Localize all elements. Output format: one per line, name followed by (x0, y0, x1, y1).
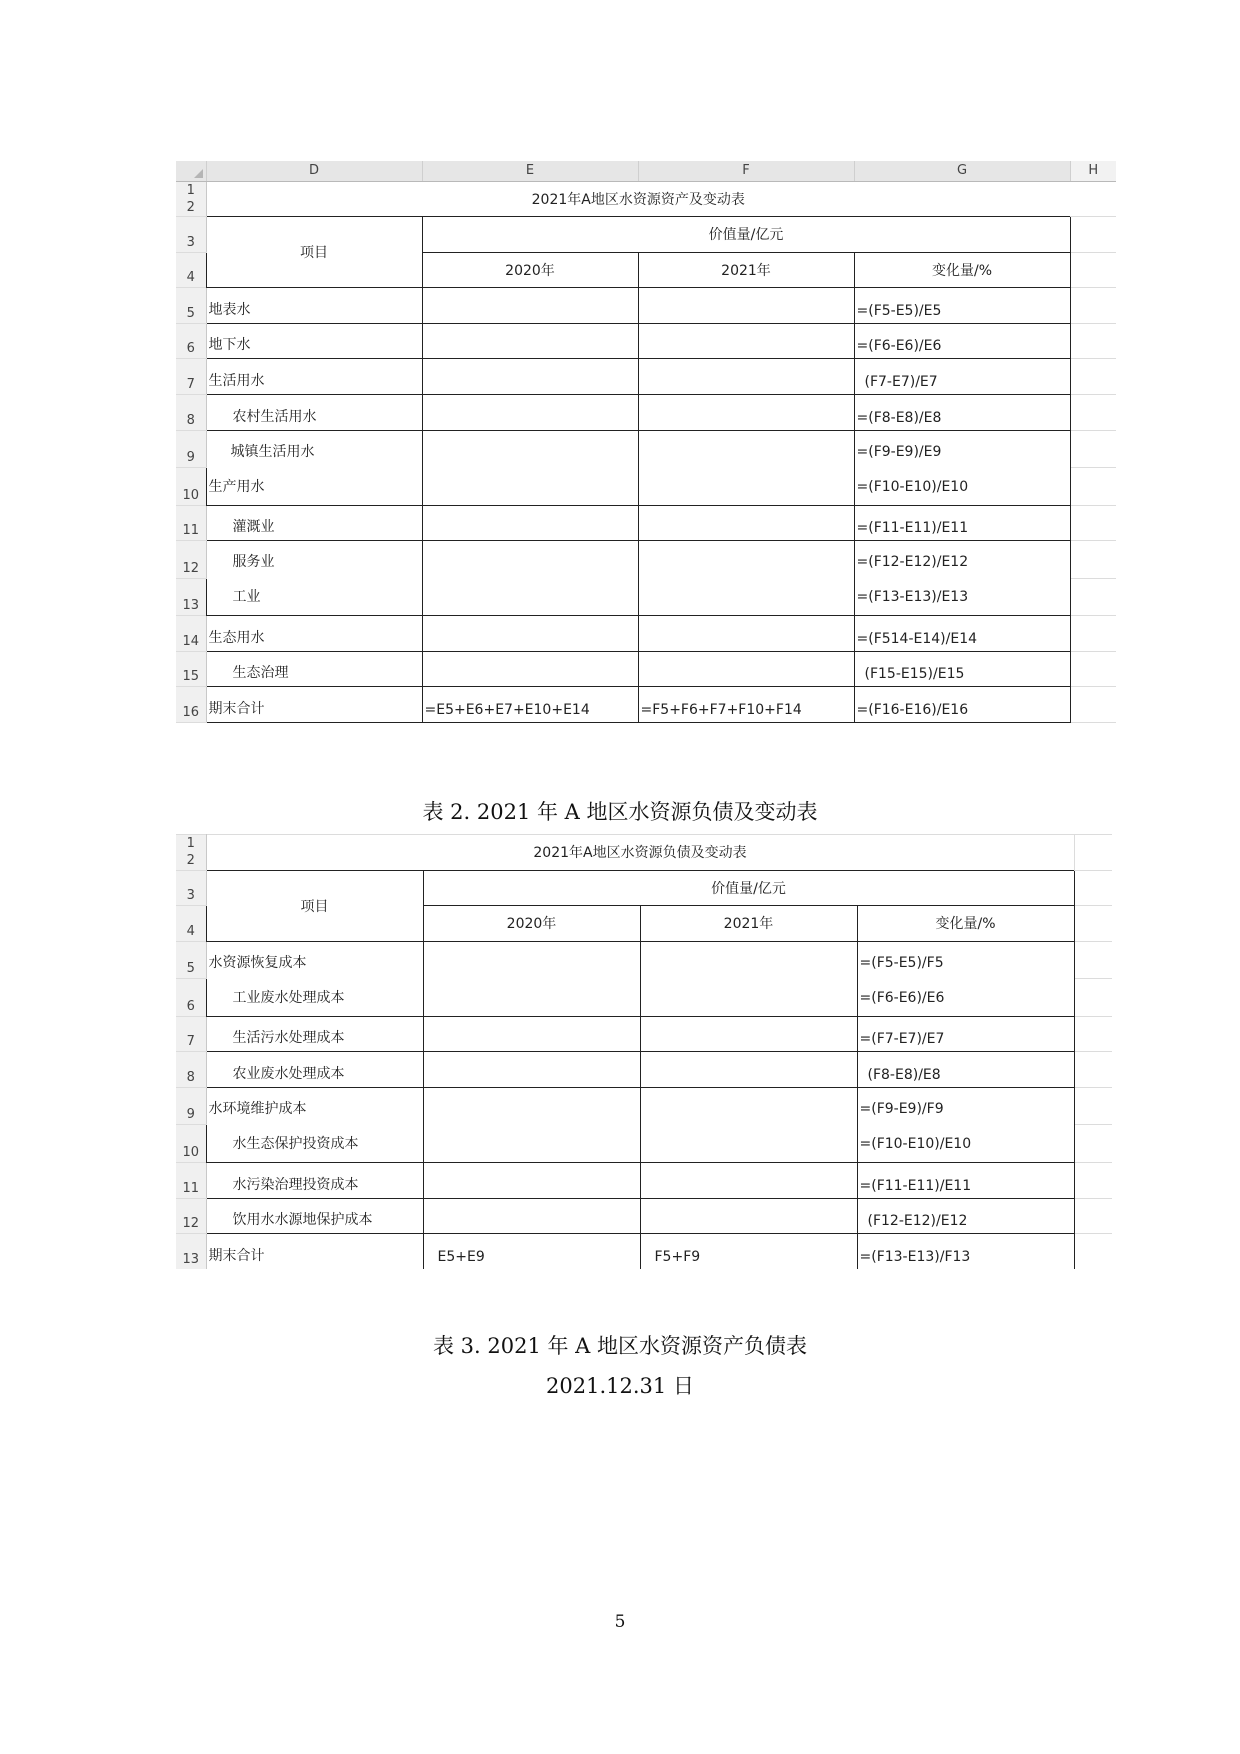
cell-2020[interactable] (422, 651, 638, 687)
cell-item[interactable]: 工业废水处理成本 (232, 989, 345, 1006)
header-2020[interactable]: 2020年 (423, 906, 640, 942)
cell-change[interactable]: =(F11-E11)/E11 (854, 505, 1070, 541)
cell-item[interactable]: 饮用水水源地保护成本 (206, 1198, 423, 1234)
table-row (176, 1087, 1112, 1125)
header-row (176, 217, 1116, 253)
header-2020[interactable]: 2020年 (422, 252, 638, 288)
column-header-h[interactable]: H (1070, 161, 1116, 181)
row-number[interactable]: 16 (176, 687, 206, 723)
cell-2021[interactable] (640, 1162, 857, 1198)
column-header-f[interactable]: F (638, 161, 854, 181)
table-row (176, 323, 1116, 359)
cell-2020[interactable]: =E5+E6+E7+E10+E14 (422, 687, 638, 723)
cell-change[interactable]: =(F7-E7)/E7 (857, 1016, 1074, 1052)
row-number[interactable]: 13 (176, 578, 206, 616)
cell-change[interactable]: =(F8-E8)/E8 (854, 395, 1070, 431)
header-value[interactable]: 价值量/亿元 (423, 870, 1074, 906)
cell-item[interactable]: 农村生活用水 (206, 395, 422, 431)
cell-item[interactable]: 生活用水 (206, 359, 422, 395)
cell-item[interactable]: 城镇生活用水 (230, 443, 315, 460)
cell-item[interactable]: 期末合计 (206, 1234, 423, 1270)
column-header-row (176, 161, 1116, 181)
row-number-3[interactable]: 3 (176, 870, 206, 906)
row-number[interactable]: 13 (176, 1234, 206, 1270)
cell-2021[interactable] (638, 430, 854, 505)
cell-2020[interactable] (423, 1016, 640, 1052)
column-header-d[interactable]: D (206, 161, 422, 181)
cell-change[interactable]: =(F5-E5)/F5 (859, 954, 944, 971)
row-number[interactable]: 8 (176, 395, 206, 431)
table-caption-3-date: 2021.12.31 日 (546, 1374, 694, 1398)
header-2021[interactable]: 2021年 (638, 252, 854, 288)
cell-item[interactable]: 地表水 (206, 288, 422, 324)
cell-item[interactable]: 水环境维护成本 (208, 1100, 307, 1117)
row-number[interactable]: 12 (176, 541, 206, 579)
cell-2021[interactable]: F5+F9 (640, 1234, 857, 1270)
cell-item-group (206, 430, 422, 505)
title-row (176, 181, 1116, 217)
table-row (176, 941, 1112, 979)
row-number[interactable]: 12 (176, 1198, 206, 1234)
cell-change[interactable]: =(F11-E11)/E11 (857, 1162, 1074, 1198)
row-number[interactable]: 10 (176, 468, 206, 506)
cell-change[interactable]: (F8-E8)/E8 (857, 1052, 1074, 1088)
cell-item[interactable]: 生态用水 (206, 616, 422, 652)
spreadsheet-assets (176, 161, 1116, 723)
header-item[interactable]: 项目 (206, 870, 423, 941)
cell-2020[interactable] (423, 1052, 640, 1088)
cell-2021[interactable] (638, 616, 854, 652)
header-2021[interactable]: 2021年 (640, 906, 857, 942)
cell-2020[interactable] (422, 430, 638, 505)
table-row (176, 1016, 1112, 1052)
table-title[interactable]: 2021年A地区水资源负债及变动表 (206, 835, 1074, 871)
header-value[interactable]: 价值量/亿元 (422, 217, 1070, 253)
cell-change[interactable]: =(F5-E5)/E5 (854, 288, 1070, 324)
cell-2021[interactable] (640, 1016, 857, 1052)
cell-item[interactable]: 农业废水处理成本 (206, 1052, 423, 1088)
cell-change[interactable]: =(F10-E10)/E10 (859, 1135, 972, 1152)
header-item[interactable]: 项目 (206, 217, 422, 288)
cell-item[interactable]: 水污染治理投资成本 (206, 1162, 423, 1198)
cell-2020[interactable] (422, 616, 638, 652)
cell-change[interactable]: =(F16-E16)/E16 (854, 687, 1070, 723)
cell-item[interactable]: 生态治理 (206, 651, 422, 687)
cell-2020[interactable] (423, 1198, 640, 1234)
table-row (176, 430, 1116, 468)
cell-change[interactable]: =(F10-E10)/E10 (856, 478, 969, 495)
cell-change[interactable]: =(F9-E9)/E9 (856, 443, 942, 460)
table-row (176, 1198, 1112, 1234)
row-number[interactable]: 6 (176, 323, 206, 359)
cell-change[interactable]: =(F514-E14)/E14 (854, 616, 1070, 652)
cell-2021[interactable] (640, 1198, 857, 1234)
table-title[interactable]: 2021年A地区水资源资产及变动表 (531, 191, 745, 208)
table-row (176, 1052, 1112, 1088)
cell-2021[interactable] (640, 1087, 857, 1162)
row-number[interactable]: 11 (176, 1162, 206, 1198)
row-number[interactable]: 7 (176, 359, 206, 395)
row-number[interactable]: 10 (176, 1125, 206, 1163)
column-header-e[interactable]: E (422, 161, 638, 181)
cell-change[interactable]: =(F13-E13)/E13 (856, 589, 969, 606)
table-row (176, 288, 1116, 324)
cell-2020[interactable] (423, 1162, 640, 1198)
cell-change[interactable]: =(F6-E6)/E6 (854, 323, 1070, 359)
cell-2021[interactable] (638, 288, 854, 324)
cell-2020[interactable] (422, 359, 638, 395)
cell-change-group (857, 1087, 1074, 1162)
table-row (176, 1234, 1112, 1270)
cell-2021[interactable]: =F5+F6+F7+F10+F14 (638, 687, 854, 723)
cell-item-group (206, 541, 422, 616)
table-row (176, 616, 1116, 652)
cell-item[interactable]: 服务业 (232, 554, 275, 571)
row-number[interactable]: 7 (176, 1016, 206, 1052)
cell-2021[interactable] (638, 541, 854, 616)
row-number[interactable]: 8 (176, 1052, 206, 1088)
cell-change[interactable]: (F12-E12)/E12 (857, 1198, 1074, 1234)
cell-2020[interactable]: E5+E9 (423, 1234, 640, 1270)
cell-2021[interactable] (640, 941, 857, 1016)
table-row (176, 395, 1116, 431)
cell-2020[interactable] (423, 941, 640, 1016)
row-number[interactable]: 11 (176, 505, 206, 541)
row-number[interactable]: 5 (176, 288, 206, 324)
cell-item-group (206, 1087, 423, 1162)
header-change[interactable]: 变化量/% (854, 252, 1070, 288)
cell-item[interactable]: 生活污水处理成本 (206, 1016, 423, 1052)
cell-item[interactable]: 水生态保护投资成本 (232, 1135, 359, 1152)
title-row (176, 835, 1112, 871)
cell-item[interactable]: 水资源恢复成本 (208, 954, 307, 971)
cell-2021[interactable] (638, 395, 854, 431)
row-number[interactable]: 6 (176, 979, 206, 1017)
cell-item-group (206, 941, 423, 1016)
cell-change[interactable]: =(F13-E13)/F13 (857, 1234, 1074, 1270)
cell-item[interactable]: 地下水 (206, 323, 422, 359)
row-number-1-2[interactable]: 1 2 (176, 835, 206, 871)
table-caption-2: 表 2. 2021 年 A 地区水资源负债及变动表 (422, 800, 818, 824)
page-number: 5 (614, 1612, 626, 1632)
row-number-4[interactable]: 4 (176, 906, 206, 942)
table-caption-3: 表 3. 2021 年 A 地区水资源资产负债表 (432, 1334, 808, 1358)
cell-2020[interactable] (422, 288, 638, 324)
header-change[interactable]: 变化量/% (857, 906, 1074, 942)
cell-2021[interactable] (638, 505, 854, 541)
cell-item[interactable]: 期末合计 (206, 687, 422, 723)
row-number[interactable]: 9 (176, 1087, 206, 1125)
cell-change[interactable]: =(F6-E6)/E6 (859, 989, 945, 1006)
cell-change-group (854, 541, 1070, 616)
row-number[interactable]: 15 (176, 651, 206, 687)
select-all-corner[interactable] (176, 161, 206, 181)
cell-2021[interactable] (640, 1052, 857, 1088)
cell-2021[interactable] (638, 323, 854, 359)
row-number-1-2[interactable]: 1 2 (176, 181, 206, 217)
column-header-g[interactable]: G (854, 161, 1070, 181)
cell-change[interactable]: =(F12-E12)/E12 (856, 554, 969, 571)
table-row (176, 687, 1116, 723)
row-number-4[interactable]: 4 (176, 252, 206, 288)
table-row (176, 505, 1116, 541)
cell-2020[interactable] (422, 395, 638, 431)
table-row (176, 651, 1116, 687)
spreadsheet-liabilities (176, 834, 1112, 1269)
cell-change[interactable]: =(F9-E9)/F9 (859, 1100, 944, 1117)
cell-2021[interactable] (638, 651, 854, 687)
cell-2020[interactable] (422, 323, 638, 359)
row-number[interactable]: 5 (176, 941, 206, 979)
cell-item[interactable]: 工业 (232, 589, 261, 606)
row-number[interactable]: 9 (176, 430, 206, 468)
cell-change[interactable]: (F15-E15)/E15 (854, 651, 1070, 687)
cell-item[interactable]: 灌溉业 (206, 505, 422, 541)
cell-change-group (854, 430, 1070, 505)
cell-2020[interactable] (422, 541, 638, 616)
table-row (176, 1162, 1112, 1198)
cell-2020[interactable] (423, 1087, 640, 1162)
row-number-3[interactable]: 3 (176, 217, 206, 253)
cell-change[interactable]: (F7-E7)/E7 (854, 359, 1070, 395)
row-number[interactable]: 14 (176, 616, 206, 652)
table-row (176, 541, 1116, 579)
table-row (176, 359, 1116, 395)
cell-item[interactable]: 生产用水 (208, 478, 265, 495)
cell-change-group (857, 941, 1074, 1016)
cell-2021[interactable] (638, 359, 854, 395)
cell-2020[interactable] (422, 505, 638, 541)
header-row (176, 870, 1112, 906)
